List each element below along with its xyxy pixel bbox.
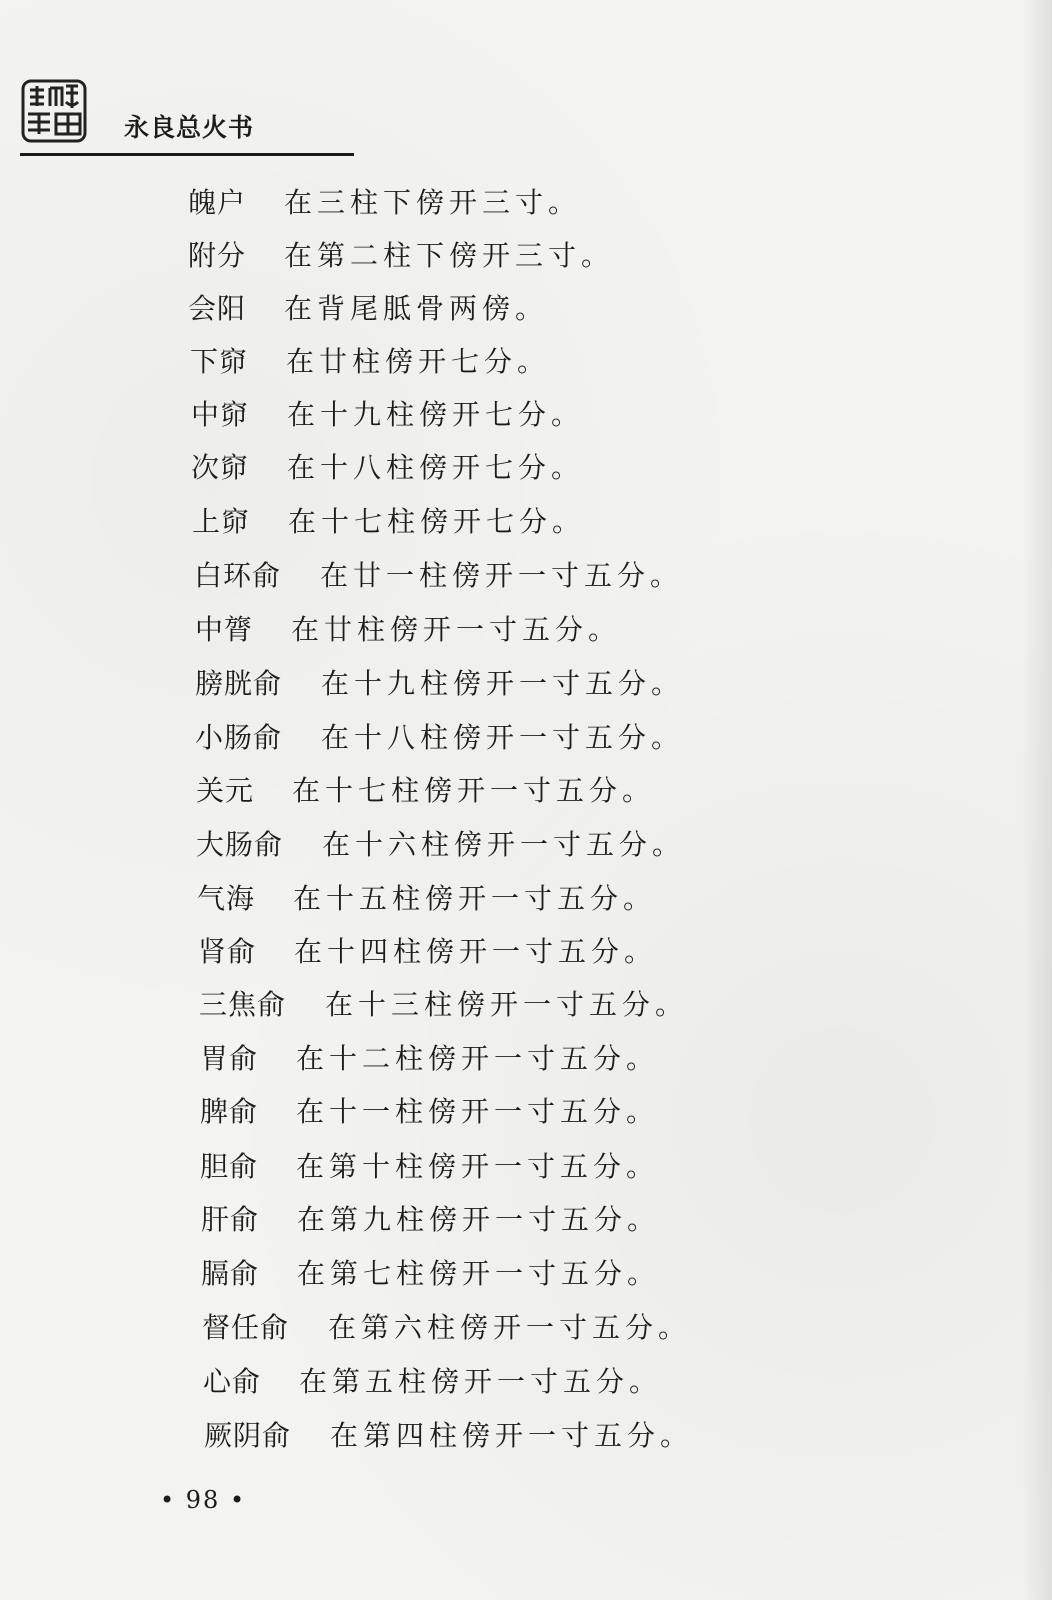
acupoint-entry (192, 505, 585, 539)
acupoint-name: 督任俞 (202, 1311, 290, 1344)
acupoint-entry (188, 292, 548, 326)
acupoint-entry (191, 451, 584, 485)
seal-stamp-icon (20, 78, 88, 144)
acupoint-entry (199, 988, 688, 1022)
acupoint-name: 关元 (196, 774, 255, 807)
acupoint-location: 在十五柱傍开一寸五分。 (293, 882, 657, 915)
acupoint-location: 在廿一柱傍开一寸五分。 (320, 559, 684, 592)
acupoint-name: 膈俞 (201, 1257, 260, 1290)
acupoint-name: 下窌 (190, 345, 249, 378)
acupoint-location: 在十八柱傍开一寸五分。 (321, 721, 685, 754)
acupoint-entry (200, 1150, 659, 1184)
acupoint-entry (202, 1311, 691, 1345)
acupoint-name: 大肠俞 (196, 828, 284, 861)
acupoint-name: 小肠俞 (195, 721, 283, 754)
acupoint-location: 在十九柱傍开一寸五分。 (321, 667, 685, 700)
acupoint-location: 在十三柱傍开一寸五分。 (325, 988, 689, 1021)
acupoint-location: 在三柱下傍开三寸。 (284, 186, 582, 219)
acupoint-name: 附分 (188, 239, 247, 272)
acupoint-entry (201, 1203, 660, 1237)
acupoint-location: 在第九柱傍开一寸五分。 (297, 1203, 661, 1236)
acupoint-name: 厥阴俞 (204, 1419, 292, 1452)
acupoint-location: 在第六柱傍开一寸五分。 (328, 1311, 692, 1344)
acupoint-name: 肝俞 (201, 1203, 260, 1236)
acupoint-name: 上窌 (192, 505, 251, 538)
acupoint-entry (194, 559, 683, 593)
acupoint-location: 在十九柱傍开七分。 (287, 398, 585, 431)
acupoint-location: 在廿柱傍开七分。 (286, 345, 551, 378)
acupoint-location: 在背尾胝骨两傍。 (284, 292, 549, 325)
acupoint-location: 在十八柱傍开七分。 (287, 451, 585, 484)
acupoint-name: 肾俞 (198, 935, 257, 968)
acupoint-location: 在十四柱傍开一寸五分。 (294, 935, 658, 968)
acupoint-entry (191, 398, 584, 432)
acupoint-entry (188, 239, 614, 273)
acupoint-location: 在十一柱傍开一寸五分。 (296, 1095, 660, 1128)
acupoint-entry (203, 1365, 662, 1399)
acupoint-location: 在第十柱傍开一寸五分。 (296, 1150, 660, 1183)
acupoint-name: 膀胱俞 (195, 667, 283, 700)
running-header-title: 永良总火书 (124, 113, 255, 142)
acupoint-location: 在第七柱傍开一寸五分。 (297, 1257, 661, 1290)
acupoint-location: 在第二柱下傍开三寸。 (284, 239, 615, 272)
acupoint-location: 在十七柱傍开一寸五分。 (292, 774, 656, 807)
acupoint-location: 在十七柱傍开七分。 (288, 505, 586, 538)
acupoint-entry (195, 613, 621, 647)
acupoint-name: 中窌 (191, 398, 250, 431)
acupoint-name: 次窌 (191, 451, 250, 484)
acupoint-entry (196, 828, 685, 862)
acupoint-entry (195, 721, 684, 755)
acupoint-name: 气海 (197, 882, 256, 915)
acupoint-entry (188, 186, 581, 220)
acupoint-entry (196, 774, 655, 808)
acupoint-entry (204, 1419, 693, 1453)
acupoint-location: 在第五柱傍开一寸五分。 (299, 1365, 663, 1398)
acupoint-location: 在廿柱傍开一寸五分。 (291, 613, 622, 646)
acupoint-entry (200, 1095, 659, 1129)
acupoint-entry (201, 1257, 660, 1291)
acupoint-name: 中膂 (195, 613, 254, 646)
acupoint-location: 在第四柱傍开一寸五分。 (330, 1419, 694, 1452)
acupoint-name: 胃俞 (200, 1042, 259, 1075)
acupoint-entry (198, 935, 657, 969)
acupoint-name: 脾俞 (200, 1095, 259, 1128)
acupoint-name: 三焦俞 (199, 988, 287, 1021)
acupoint-entry (195, 667, 684, 701)
page-number: • 98 • (160, 1486, 247, 1514)
acupoint-entry (200, 1042, 659, 1076)
acupoint-name: 白环俞 (194, 559, 282, 592)
header-rule (20, 153, 354, 156)
acupoint-location: 在十二柱傍开一寸五分。 (296, 1042, 660, 1075)
acupoint-name: 胆俞 (200, 1150, 259, 1183)
acupoint-name: 心俞 (203, 1365, 262, 1398)
acupoint-entry (197, 882, 656, 916)
acupoint-name: 魄户 (188, 186, 247, 219)
acupoint-location: 在十六柱傍开一寸五分。 (322, 828, 686, 861)
acupoint-name: 会阳 (188, 292, 247, 325)
acupoint-entry (190, 345, 550, 379)
